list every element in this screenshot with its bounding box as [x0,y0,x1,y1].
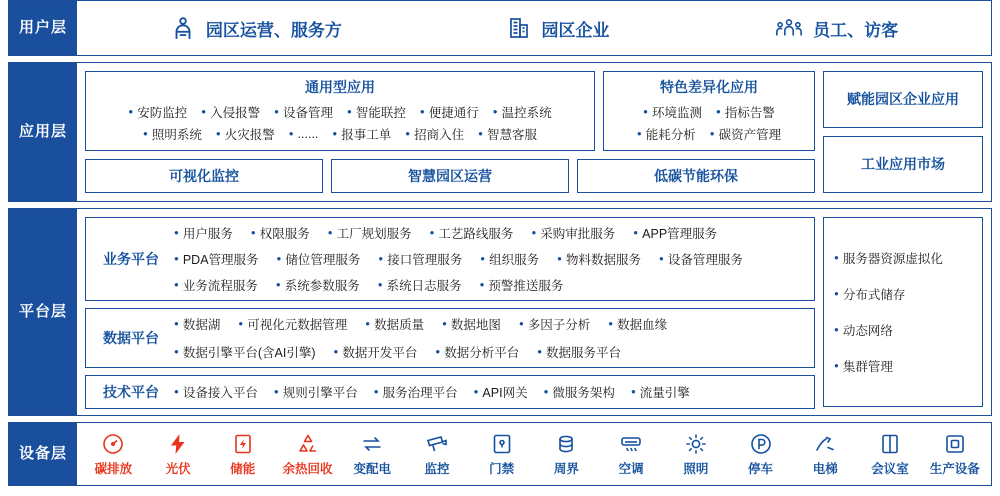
application-right-buttons [823,71,983,193]
general-app-item[interactable]: ● 照明系统 [143,125,202,143]
device-layer-label: 设备层 [9,423,77,485]
technology-platform-item[interactable]: ● 微服务架构 [544,383,615,401]
device-label: 变配电 [353,461,391,476]
technology-platform-item[interactable]: ● 流量引擎 [631,383,690,401]
device-item-surveillance[interactable] [405,432,470,477]
user-item-staff-visitor-label: 员工、访客 [813,20,899,40]
platform-layer-row [8,208,992,416]
general-application-items [92,101,588,145]
device-label: 门禁 [489,461,515,476]
data-platform-item[interactable]: ● 数据引擎平台(含AI引擎) [174,343,315,361]
smart-park-operation-button[interactable]: 智慧园区运营 [331,159,569,193]
technology-platform-block [85,375,815,409]
business-platform-item[interactable]: ● 权限服务 [251,224,310,242]
business-platform-item[interactable]: ● PDA管理服务 [174,250,259,268]
meeting-room-icon [878,432,902,456]
general-app-item[interactable]: ● 智慧客服 [478,125,537,143]
platform-layer-body [77,209,991,415]
business-platform-item[interactable]: ● 系统日志服务 [378,276,462,294]
special-app-item[interactable]: ● 碳资产管理 [710,125,781,143]
special-app-item[interactable]: ● 环境监测 [643,103,702,121]
lighting-icon [684,432,708,456]
device-label: 照明 [683,461,709,476]
data-platform-item[interactable]: ● 数据血缘 [608,315,667,333]
building-icon [507,15,531,41]
data-platform-item[interactable]: ● 数据地图 [442,315,501,333]
technology-platform-name: 技术平台 [103,384,159,400]
device-layer-body [77,423,991,485]
device-item-energy-storage[interactable] [210,432,275,477]
device-item-parking[interactable] [728,432,793,477]
special-application-box [603,71,815,151]
business-platform-items [170,222,808,296]
data-platform-item[interactable]: ● 数据湖 [174,315,220,333]
infrastructure-item[interactable]: ● 服务器资源虚拟化 [834,249,972,267]
general-app-item[interactable]: ● 安防监控 [128,103,187,121]
device-label: 电梯 [812,461,838,476]
user-layer-label: 用户层 [9,1,77,55]
device-item-perimeter[interactable] [534,432,599,477]
device-label: 会议室 [871,461,909,476]
general-app-item[interactable]: ● 温控系统 [493,103,552,121]
infrastructure-box [823,217,983,407]
platform-blocks-group [85,217,815,407]
device-label: 光伏 [165,461,191,476]
general-app-item[interactable]: ● 火灾报警 [216,125,275,143]
business-platform-item[interactable]: ● 组织服务 [480,250,539,268]
business-platform-item[interactable]: ● 工艺路线服务 [430,224,514,242]
operations-person-icon [170,15,196,41]
application-layer-body [77,63,991,201]
people-group-icon [775,15,803,41]
user-item-operations[interactable] [170,15,342,41]
user-layer-row [8,0,992,56]
special-application-items [610,101,808,145]
visualization-monitoring-button[interactable]: 可视化监控 [85,159,323,193]
user-item-staff-visitor[interactable] [775,15,898,41]
special-app-item[interactable]: ● 指标告警 [716,103,775,121]
infrastructure-item[interactable]: ● 分布式储存 [834,285,972,303]
general-app-item[interactable]: ● 设备管理 [274,103,333,121]
air-conditioner-icon [619,432,643,456]
business-platform-item[interactable]: ● 物料数据服务 [557,250,641,268]
platform-layer-label: 平台层 [9,209,77,415]
general-application-box [85,71,595,151]
device-item-elevator[interactable] [793,432,858,477]
device-label: 空调 [618,461,644,476]
application-top-group [85,71,815,151]
device-label: 监控 [424,461,450,476]
business-platform-item[interactable]: ● 接口管理服务 [378,250,462,268]
device-item-carbon-emission[interactable] [81,432,146,477]
data-platform-item[interactable]: ● 数据分析平台 [435,343,519,361]
infrastructure-item[interactable]: ● 集群管理 [834,357,972,375]
general-app-item[interactable]: ● 智能联控 [347,103,406,121]
device-label: 余热回收 [282,461,333,476]
data-platform-block [85,308,815,368]
general-app-item[interactable]: ● 报事工单 [332,125,391,143]
device-item-lighting[interactable] [663,432,728,477]
empower-park-enterprise-button[interactable]: 赋能园区企业应用 [823,71,983,128]
business-platform-item[interactable]: ● 采购审批服务 [531,224,615,242]
application-bottom-buttons [85,159,815,193]
business-platform-item[interactable]: ● 预警推送服务 [480,276,564,294]
general-app-item[interactable]: ● 招商入住 [405,125,464,143]
device-item-power-distribution[interactable] [340,432,405,477]
technology-platform-item[interactable]: ● 规则引擎平台 [274,383,358,401]
device-item-production-equipment[interactable] [922,432,987,477]
transformer-icon [360,432,384,456]
device-label: 周界 [553,461,579,476]
device-layer-row [8,422,992,486]
device-label: 停车 [748,461,774,476]
elevator-icon [813,432,837,456]
gauge-icon [101,432,125,456]
device-item-air-conditioner[interactable] [599,432,664,477]
business-platform-item[interactable]: ● 业务流程服务 [174,276,258,294]
device-item-access-control[interactable] [469,432,534,477]
device-label: 生产设备 [929,461,980,476]
data-platform-item[interactable]: ● 可视化元数据管理 [238,315,347,333]
application-left-group [85,71,815,193]
general-app-item[interactable]: ● 入侵报警 [201,103,260,121]
data-platform-item[interactable]: ● 多因子分析 [519,315,590,333]
data-platform-item[interactable]: ● 数据服务平台 [537,343,621,361]
perimeter-icon [554,432,578,456]
infrastructure-item[interactable]: ● 动态网络 [834,321,972,339]
production-equipment-icon [943,432,967,456]
technology-platform-item[interactable]: ● API网关 [474,383,528,401]
data-platform-item[interactable]: ● 数据开发平台 [333,343,417,361]
device-label: 碳排放 [94,461,133,476]
business-platform-item[interactable]: ● 系统参数服务 [276,276,360,294]
business-platform-item[interactable]: ● 设备管理服务 [659,250,743,268]
application-layer-label: 应用层 [9,63,77,201]
battery-storage-icon [231,432,255,456]
user-item-enterprise[interactable] [507,15,609,41]
data-platform-item[interactable]: ● 数据质量 [365,315,424,333]
data-platform-name: 数据平台 [103,330,159,346]
technology-platform-item[interactable]: ● 服务治理平台 [374,383,458,401]
user-item-enterprise-label: 园区企业 [541,20,610,40]
data-platform-items [170,313,808,363]
parking-icon [749,432,773,456]
business-platform-item[interactable]: ● 储位管理服务 [277,250,361,268]
special-app-item[interactable]: ● 能耗分析 [637,125,696,143]
business-platform-item[interactable]: ● 工厂规划服务 [328,224,412,242]
device-label: 储能 [230,461,256,476]
device-item-photovoltaic[interactable] [146,432,211,477]
business-platform-name: 业务平台 [103,251,159,267]
recycle-icon [296,432,320,456]
general-application-title: 通用型应用 [305,79,375,95]
industrial-app-market-button[interactable]: 工业应用市场 [823,136,983,193]
technology-platform-items [170,381,808,403]
low-carbon-energy-saving-button[interactable]: 低碳节能环保 [577,159,815,193]
special-application-title: 特色差异化应用 [660,79,758,95]
bolt-icon [166,432,190,456]
device-item-meeting-room[interactable] [858,432,923,477]
application-layer-row [8,62,992,202]
business-platform-block [85,217,815,301]
camera-icon [425,432,449,456]
general-app-item[interactable]: ● ...... [289,127,319,141]
general-app-item[interactable]: ● 便捷通行 [420,103,479,121]
business-platform-item[interactable]: ● APP管理服务 [633,224,717,242]
user-item-operations-label: 园区运营、服务方 [205,20,342,40]
technology-platform-item[interactable]: ● 设备接入平台 [174,383,258,401]
business-platform-item[interactable]: ● 用户服务 [174,224,233,242]
access-lock-icon [490,432,514,456]
device-item-waste-heat-recovery[interactable] [275,432,340,477]
user-layer-body [77,1,991,55]
